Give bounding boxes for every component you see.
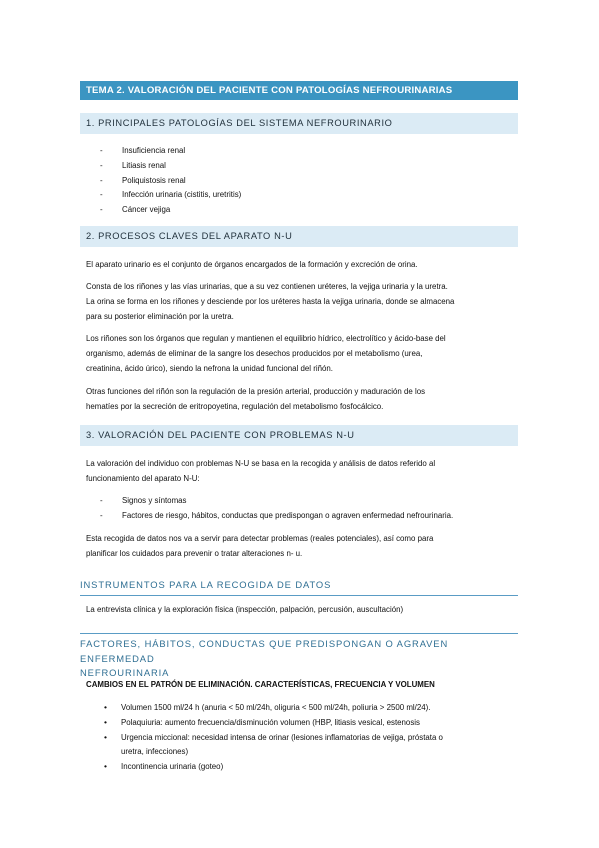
paragraph: La entrevista clínica y la exploración física (inspección, palpación, percusión, auscultación)	[86, 605, 404, 614]
list-item: - Infección urinaria (cistitis, uretritis)	[100, 188, 241, 203]
section-heading-3: 3. VALORACIÓN DEL PACIENTE CON PROBLEMAS N-U	[80, 425, 518, 446]
dash-marker: -	[100, 175, 103, 185]
paragraph: Otras funciones del riñón son la regulación de la presión arterial, producción y maduración de los hematíes por la secreción de eritropoyetina, regulación del metabolismo fosfocálcico.	[86, 387, 426, 412]
subsection-heading-instruments: INSTRUMENTOS PARA LA RECOGIDA DE DATOS	[80, 579, 332, 590]
list-item: • Volumen 1500 ml/24 h (anuria < 50 ml/24h, oliguria < 500 ml/24h, poliuria > 2500 ml/24).	[104, 701, 524, 715]
section-heading-1: 1. PRINCIPALES PATOLOGÍAS DEL SISTEMA NEFROURINARIO	[80, 113, 518, 134]
dash-marker: -	[100, 146, 103, 155]
dash-marker: -	[100, 205, 103, 215]
dash-marker: -	[100, 190, 103, 200]
pathologies-list	[100, 144, 241, 218]
list-item: • Urgencia miccional: necesidad intensa de orinar (lesiones inflamatorias de vejiga, próstata o uretra, infecciones)	[104, 731, 524, 758]
list-item: - Poliquistosis renal	[100, 174, 241, 189]
elimination-list	[104, 701, 524, 775]
bullet-marker: •	[104, 717, 107, 727]
bullet-marker: •	[104, 702, 107, 712]
bullet-marker: •	[104, 760, 107, 771]
paragraph: Esta recogida de datos nos va a servir para detectar problemas (reales potenciales), así como para planificar los cuidados para prevenir o tratar alteraciones n- u.	[86, 534, 434, 559]
list-item: • Incontinencia urinaria (goteo)	[104, 760, 524, 774]
dash-marker: -	[100, 496, 103, 505]
subsection-rule	[80, 595, 518, 596]
list-item: - Litiasis renal	[100, 159, 241, 174]
list-item: - Signos y síntomas	[100, 494, 453, 509]
assessment-list	[100, 494, 453, 524]
section-heading-2: 2. PROCESOS CLAVES DEL APARATO N-U	[80, 226, 518, 247]
bold-subheading: CAMBIOS EN EL PATRÓN DE ELIMINACIÓN. CARACTERÍSTICAS, FRECUENCIA Y VOLUMEN	[86, 680, 435, 689]
paragraph: Los riñones son los órganos que regulan y mantienen el equilibrio hídrico, electrolítico y ácido-base del organismo, además de eliminar de la sangre los desechos producidos por el metabolismo (urea, creatinina, ácido úrico), siendo la nefrona la unidad funcional del riñón.	[86, 334, 446, 374]
subsection-heading-factors: FACTORES, HÁBITOS, CONDUCTAS QUE PREDISPONGAN O AGRAVEN ENFERMEDAD NEFROURINARIA	[80, 638, 449, 678]
document-title: TEMA 2. VALORACIÓN DEL PACIENTE CON PATOLOGÍAS NEFROURINARIAS	[80, 81, 518, 100]
paragraph: La valoración del individuo con problemas N-U se basa en la recogida y análisis de datos referido al funcionamiento del aparato N-U:	[86, 459, 436, 484]
dash-marker: -	[100, 160, 103, 170]
paragraph: Consta de los riñones y las vías urinarias, que a su vez contienen uréteres, la vejiga urinaria y la uretra. La orina se forma en los riñones y desciende por los uréteres hasta la vejiga urinaria, donde se almacena para su posterior eliminación por la uretra.	[86, 282, 455, 322]
list-item: • Polaquiuria: aumento frecuencia/disminución volumen (HBP, litiasis vesical, estenosis	[104, 716, 524, 730]
dash-marker: -	[100, 510, 103, 520]
subsection-rule	[80, 633, 518, 634]
list-item: - Insuficiencia renal	[100, 144, 241, 159]
list-item: - Factores de riesgo, hábitos, conductas que predispongan o agraven enfermedad nefrourinaria.	[100, 509, 453, 524]
bullet-marker: •	[104, 732, 107, 742]
list-item: - Cáncer vejiga	[100, 203, 241, 218]
paragraph: El aparato urinario es el conjunto de órganos encargados de la formación y excreción de orina.	[86, 260, 418, 269]
